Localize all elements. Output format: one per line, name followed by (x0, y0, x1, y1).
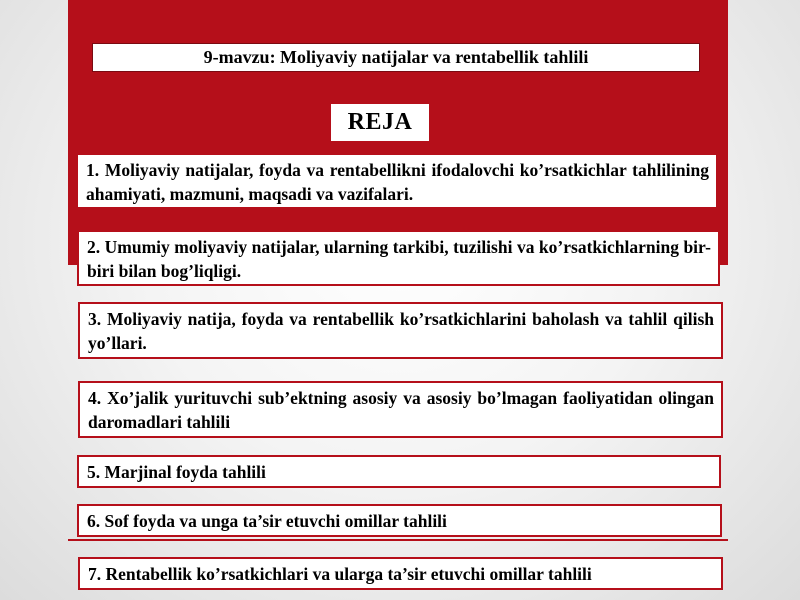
plan-item-3: 3. Moliyaviy natija, foyda va rentabellik ko’rsatkichlarini baholash va tahlil qilish yo’llari. (78, 302, 723, 359)
plan-heading: REJA (331, 104, 429, 141)
plan-item-1: 1. Moliyaviy natijalar, foyda va rentabellikni ifodalovchi ko’rsatkichlar tahlilining ahamiyati, mazmuni, maqsadi va vazifalari. (76, 153, 718, 209)
divider-line (68, 539, 728, 541)
plan-item-6: 6. Sof foyda va unga ta’sir etuvchi omillar tahlili (77, 504, 722, 537)
plan-item-7: 7. Rentabellik ko’rsatkichlari va ularga ta’sir etuvchi omillar tahlili (78, 557, 723, 590)
plan-item-4: 4. Xo’jalik yurituvchi sub’ektning asosiy va asosiy bo’lmagan faoliyatidan olingan daromadlari tahlili (78, 381, 723, 438)
slide-title: 9-mavzu: Moliyaviy natijalar va rentabellik tahlili (92, 43, 700, 72)
plan-item-2: 2. Umumiy moliyaviy natijalar, ularning tarkibi, tuzilishi va ko’rsatkichlarning bir-biri bilan bog’liqligi. (77, 230, 720, 286)
plan-item-5: 5. Marjinal foyda tahlili (77, 455, 721, 488)
